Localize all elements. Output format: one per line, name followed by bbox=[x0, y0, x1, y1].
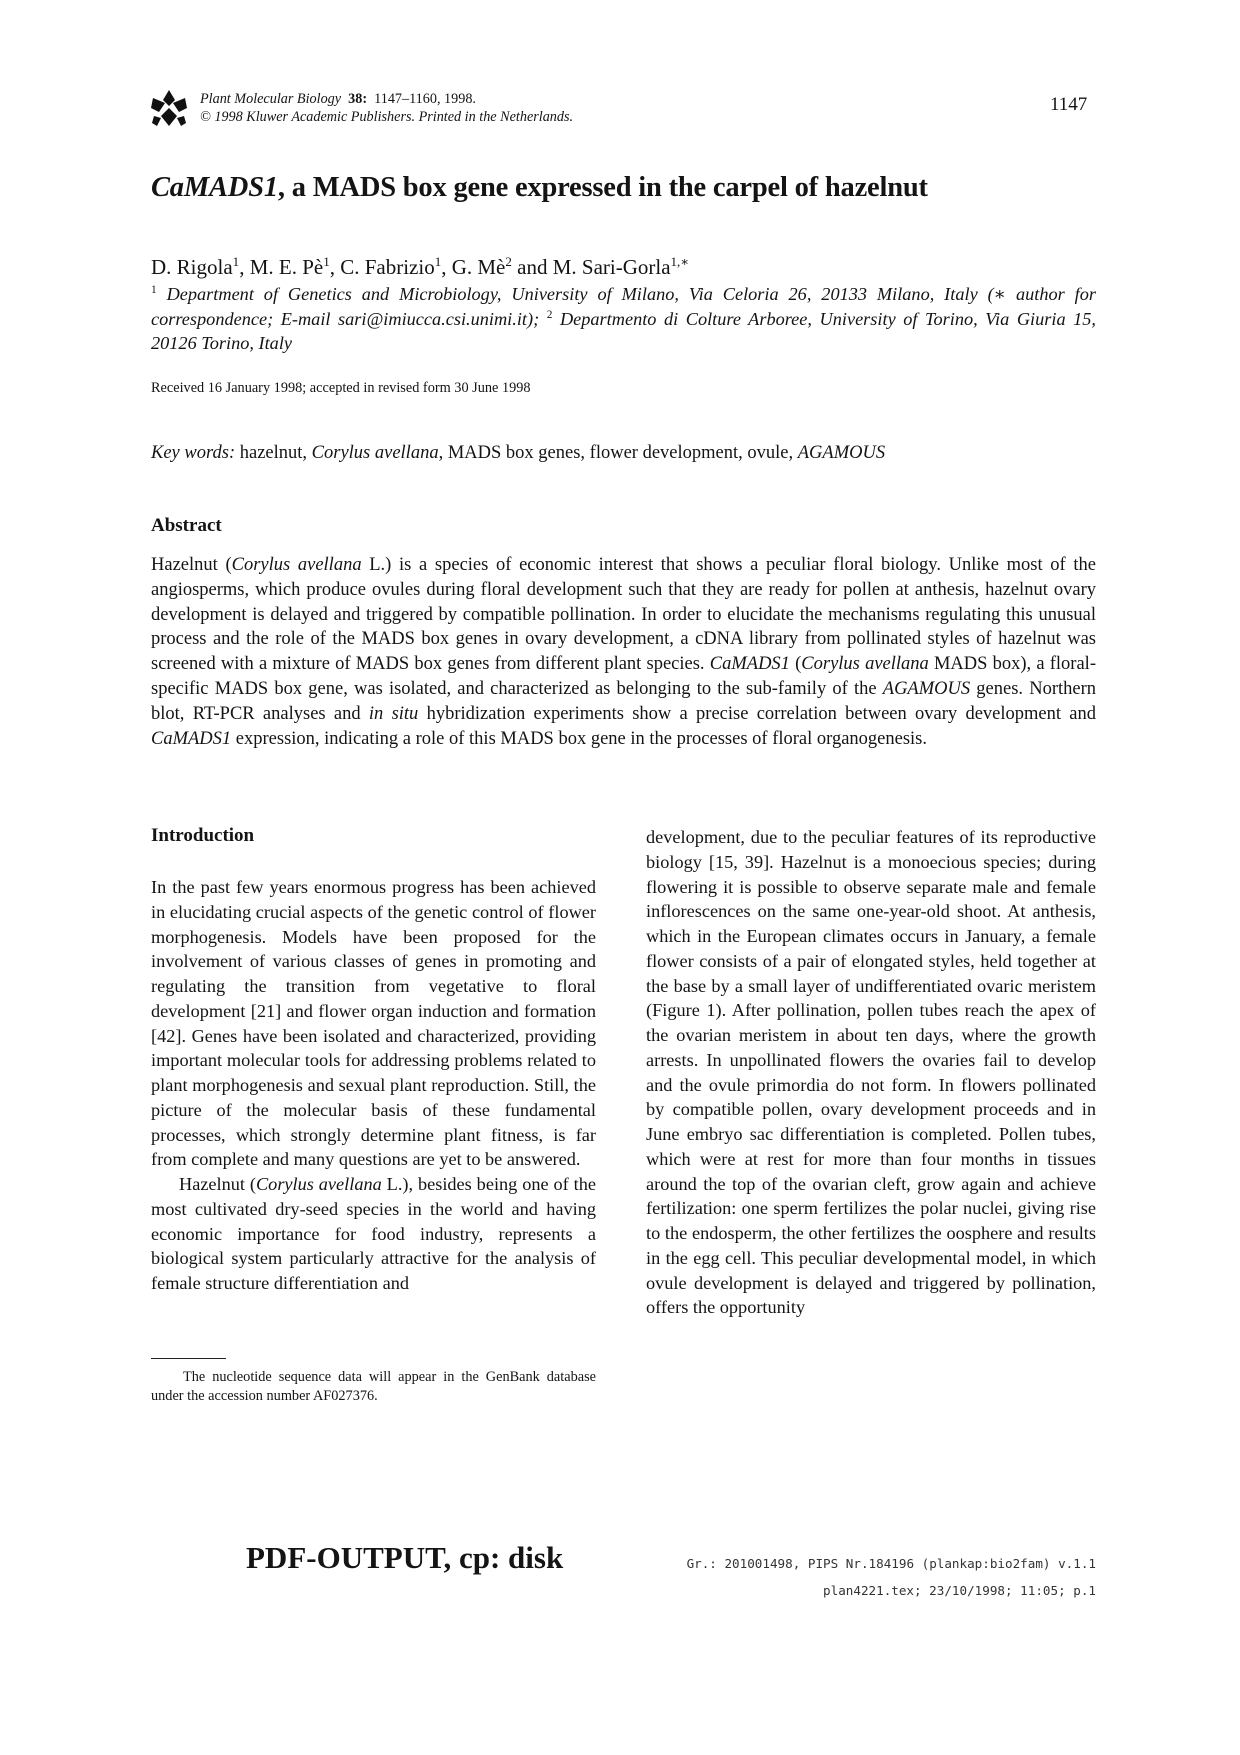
introduction-heading: Introduction bbox=[151, 825, 255, 846]
abstract-italic: AGAMOUS bbox=[882, 678, 971, 699]
author-affiliation-marker: 2 bbox=[505, 254, 512, 270]
abstract-text: MADS box), a floral-specific MADS box gene, was isolated, and characterized as belonging to the sub-family of the bbox=[151, 654, 1096, 699]
production-info-line-2: plan4221.tex; 23/10/1998; 11:05; p.1 bbox=[823, 1583, 1096, 1598]
journal-pages: 1147–1160, 1998. bbox=[374, 91, 476, 107]
left-column bbox=[151, 875, 596, 1296]
author-name: M. Sari-Gorla bbox=[552, 255, 671, 279]
publisher-logo-icon bbox=[151, 88, 187, 128]
page-number: 1147 bbox=[1050, 94, 1088, 115]
right-column bbox=[646, 825, 1096, 1320]
paragraph-text: L.), besides being one of the most cultivated dry-seed species in the world and having economic importance for food industry, represents a biological system particularly attractive for the analysis of female structure differentiation and bbox=[151, 1174, 596, 1293]
footnote-rule bbox=[151, 1358, 226, 1359]
keyword-text: , MADS box genes, flower development, ovule, bbox=[438, 443, 798, 463]
journal-volume: 38: bbox=[348, 91, 368, 107]
author-affiliation-marker: 1 bbox=[323, 254, 330, 270]
author-affiliation-marker: 1,∗ bbox=[670, 254, 690, 270]
paragraph-text: Hazelnut ( bbox=[179, 1174, 256, 1194]
received-dates: Received 16 January 1998; accepted in revised form 30 June 1998 bbox=[151, 380, 531, 396]
journal-name: Plant Molecular Biology bbox=[200, 91, 342, 107]
paragraph-italic: Corylus avellana bbox=[255, 1174, 382, 1194]
affil-text-2: Departmento di Colture Arboree, University of Torino, Via Giuria 15, 20126 Torino, Italy bbox=[151, 308, 1096, 353]
author-name: D. Rigola bbox=[151, 255, 233, 279]
author-name: M. E. Pè bbox=[249, 255, 324, 279]
keywords-label: Key words: bbox=[151, 443, 236, 463]
abstract-italic: Corylus avellana bbox=[801, 654, 929, 675]
abstract-heading: Abstract bbox=[151, 515, 222, 536]
abstract-italic: in situ bbox=[368, 703, 419, 724]
author-name: G. Mè bbox=[451, 255, 506, 279]
abstract-text: expression, indicating a role of this MADS box gene in the processes of floral organogenesis. bbox=[231, 728, 927, 749]
intro-paragraph-2 bbox=[151, 1172, 596, 1296]
abstract-body bbox=[151, 553, 1096, 751]
journal-citation bbox=[200, 90, 573, 126]
abstract-text: Hazelnut ( bbox=[151, 555, 232, 575]
keywords bbox=[151, 443, 885, 464]
keyword-text: hazelnut, bbox=[235, 443, 312, 463]
intro-paragraph-1: In the past few years enormous progress has been achieved in elucidating crucial aspects of the genetic control of flower morphogenesis. Models have been proposed for the involvement of various classes of genes in promoting and regulating the transition from vegetative to floral development [21] and flower organ induction and formation [42]. Genes have been isolated and characterized, providing important molecular tools for addressing problems related to plant morphogenesis and sexual plant reproduction. Still, the picture of the molecular basis of these fundamental processes, which strongly determine plant fitness, is far from complete and many questions are yet to be answered. bbox=[151, 877, 596, 1170]
footnote: The nucleotide sequence data will appear in the GenBank database under the accession number AF027376. bbox=[151, 1369, 596, 1404]
abstract-text: L.) is a species of economic interest that shows a peculiar floral biology. Unlike most of the angiosperms, which produce ovules during floral development such that they are ready for pollen at anthesis, hazelnut ovary development is delayed and triggered by compatible pollination. In order to elucidate the mechanisms regulating this unusual process and the role of the MADS box genes in ovary development, a cDNA library from pollinated styles of hazelnut was screened with a mixture of MADS box genes from different plant species. bbox=[151, 555, 1096, 675]
keyword-species: Corylus avellana bbox=[311, 443, 439, 463]
author-list: D. Rigola$^1$, M. E. $Pè^1$, C. Fabrizio$^1$, G. $Mè^2$ and M. Sari-Gorla$^{1,∗}$ bbox=[151, 254, 690, 279]
abstract-text: hybridization experiments show a precise correlation between ovary development and bbox=[418, 703, 1096, 724]
affiliations bbox=[151, 282, 1096, 356]
author-affiliation-marker: 1 bbox=[434, 254, 442, 270]
affil-marker-1: 1 bbox=[151, 284, 157, 297]
journal-copyright: © 1998 Kluwer Academic Publishers. Printed in the Netherlands. bbox=[200, 109, 574, 125]
paper-title bbox=[151, 172, 928, 204]
abstract-text: genes. Northern blot, RT-PCR analyses and bbox=[151, 678, 1096, 724]
abstract-italic: CaMADS1 bbox=[151, 728, 232, 749]
abstract-italic: Corylus avellana bbox=[231, 555, 362, 575]
pdf-output-label: PDF-OUTPUT, cp: disk bbox=[246, 1540, 564, 1575]
author-affiliation-marker: 1 bbox=[232, 254, 240, 270]
keyword-gene: AGAMOUS bbox=[797, 443, 886, 463]
abstract-text: ( bbox=[789, 654, 802, 675]
title-gene-name: CaMADS1 bbox=[151, 172, 278, 203]
title-rest: , a MADS box gene expressed in the carpel of hazelnut bbox=[277, 172, 928, 203]
affil-text-1: Department of Genetics and Microbiology, University of Milano, Via Celoria 26, 20133 Milano, Italy (∗ author for correspondence; E-mail sari@imiucca.csi.unimi.it); bbox=[151, 284, 1096, 329]
production-info-line-1: Gr.: 201001498, PIPS Nr.184196 (plankap:bio2fam) v.1.1 bbox=[686, 1556, 1096, 1571]
abstract-italic: CaMADS1 bbox=[709, 654, 790, 675]
author-name: C. Fabrizio bbox=[340, 255, 435, 279]
intro-paragraph-continued: development, due to the peculiar features of its reproductive biology [15, 39]. Hazelnut is a monoecious species; during flowering it is possible to observe separate male and female inflorescences on the same one-year-old shoot. At anthesis, which in the European climates occurs in January, a female flower consists of a pair of elongated styles, held together at the base by a small layer of undifferentiated ovaric meristem (Figure 1). After pollination, pollen tubes reach the apex of the ovarian meristem in about ten days, where the growth arrests. In unpollinated flowers the ovaries fail to develop and the ovule primordia do not form. In flowers pollinated by compatible pollen, ovary development proceeds and in June embryo sac differentiation is completed. Pollen tubes, which were at rest for more than four months in tissues around the top of the ovarian cleft, grow again and achieve fertilization: one sperm fertilizes the polar nuclei, giving rise to the endosperm, the other fertilizes the oosphere and results in the egg cell. This peculiar developmental model, in which ovule development is delayed and triggered by pollination, offers the opportunity bbox=[646, 827, 1096, 1318]
affil-marker-2: 2 bbox=[546, 308, 553, 321]
